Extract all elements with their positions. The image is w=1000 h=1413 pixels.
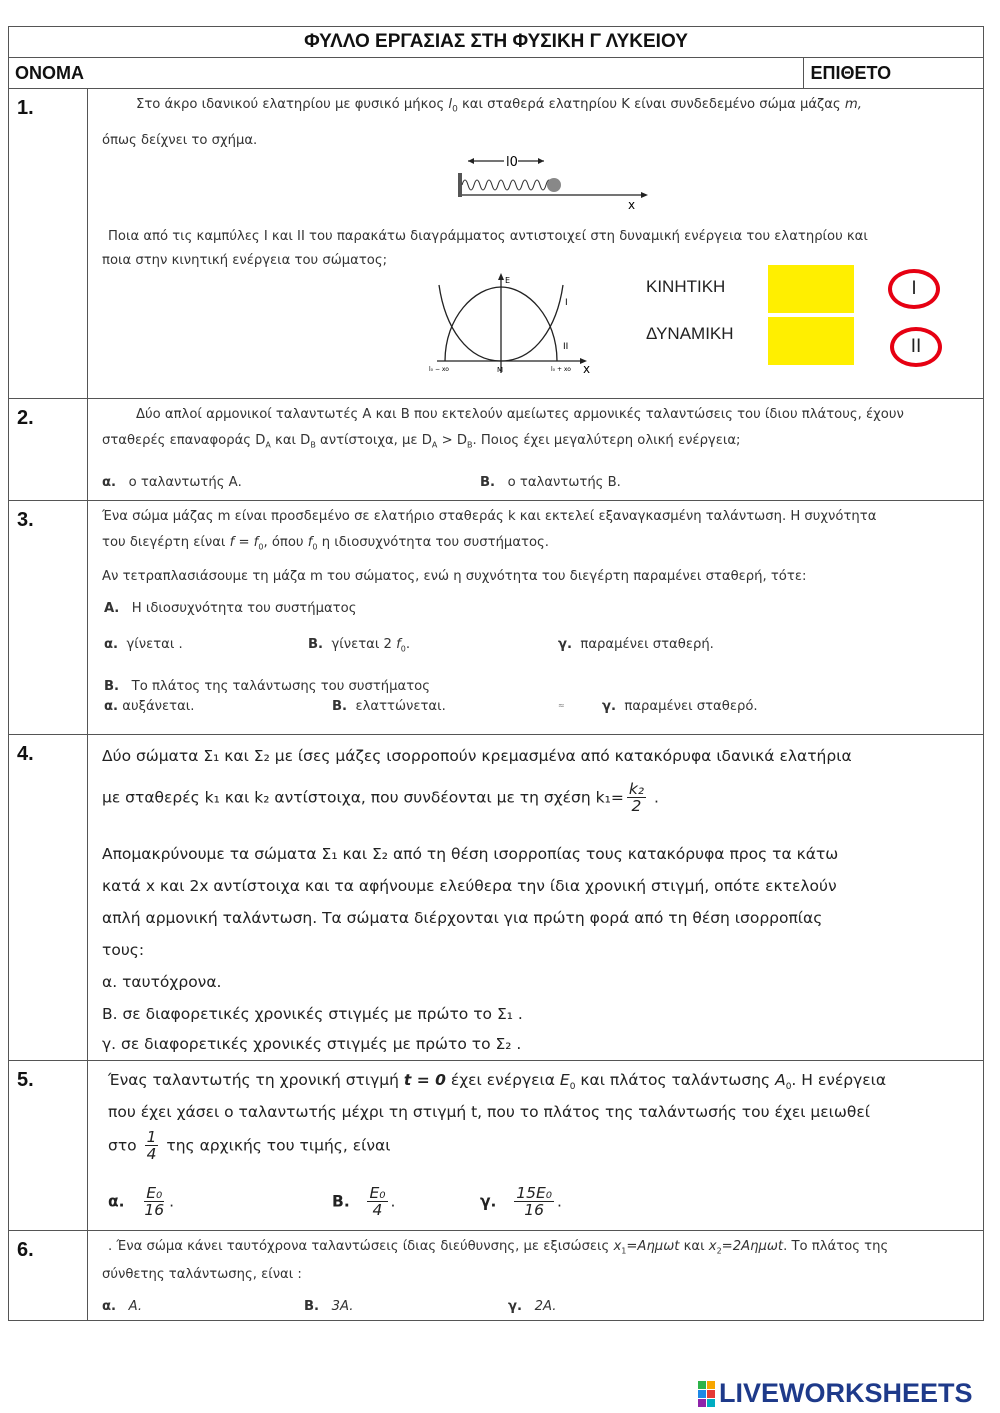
question-6 (88, 1231, 984, 1321)
q3-partB-letter: Β. (104, 679, 120, 694)
q4-frac-den: 2 (631, 797, 642, 816)
q5-frac-num: 1 (146, 1128, 157, 1146)
q6-opt-a[interactable]: A. (128, 1299, 143, 1314)
question-4-number: 4. (9, 735, 88, 1061)
q2-opt-a[interactable]: ο ταλαντωτής Α. (128, 475, 242, 490)
q5-opt-a-letter: α. (108, 1192, 125, 1211)
q5-A0: A (775, 1071, 786, 1089)
q5-opt-b-dot: . (390, 1192, 396, 1211)
q3-sub0: 0 (258, 542, 264, 552)
liveworksheets-brand: LIVEWORKSHEETS (719, 1378, 973, 1408)
q1-m: m, (844, 97, 862, 112)
q6-x2: x (708, 1239, 717, 1254)
worksheet-title: ΦΥΛΛΟ ΕΡΓΑΣΙΑΣ ΣΤΗ ΦΥΣΙΚΗ Γ ΛΥΚΕΙΟΥ (9, 27, 984, 58)
q5-line1d: . Η ενέργεια (791, 1071, 887, 1089)
q6-sub2: 2 (716, 1246, 722, 1256)
q5-line3a: στο (108, 1136, 137, 1155)
q6-opt-c[interactable]: 2A. (534, 1299, 557, 1314)
q3-f-eq: f = f (229, 535, 259, 550)
kinetic-label: ΚΙΝΗΤΙΚΗ (646, 277, 726, 296)
spring-axis-label: x (628, 198, 636, 212)
q2-line2c: αντίστοιχα, με D (320, 433, 432, 448)
q2-sub-a: A (265, 440, 271, 450)
graph-mid-tick: M (497, 366, 504, 374)
q3-partB: Το πλάτος της ταλάντωσης του συστήματος (131, 679, 430, 694)
spring-figure (458, 153, 658, 213)
q3-sub0b: 0 (312, 542, 318, 552)
q3-partA: Η ιδιοσυχνότητα του συστήματος (131, 601, 357, 616)
q5-t0: t = 0 (403, 1071, 446, 1089)
q4-line1: Δύο σώματα Σ₁ και Σ₂ με ίσες μάζες ισορροπούν κρεμασμένα από κατακόρυφα ιδανικά ελατήρια (102, 747, 852, 765)
q4-line5: απλή αρμονική ταλάντωση. Τα σώματα διέρχονται για πρώτη φορά από τη θέση ισορροπίας (102, 909, 823, 927)
question-5 (88, 1061, 984, 1231)
q3-a2[interactable]: γίνεται 2 (331, 637, 392, 652)
name-field[interactable] (9, 58, 804, 89)
q3-line3: Αν τετραπλασιάσουμε τη μάζα m του σώματος, ενώ η συχνότητα του διεγέρτη παραμένει σταθερή, τότε: (102, 569, 807, 584)
curve-I-label: I (565, 298, 568, 308)
q6-eq2: =2Αημωt (721, 1239, 784, 1254)
q4-line6: τους: (102, 941, 145, 959)
q2-sub-a2: A (431, 440, 438, 450)
potential-answer-circle: II (890, 327, 942, 367)
q5-opt-b-den: 4 (372, 1201, 383, 1220)
q6-and: και (683, 1239, 705, 1254)
q6-line2: σύνθετης ταλάντωσης, είναι : (102, 1267, 302, 1282)
question-2 (88, 399, 984, 501)
q5-opt-b[interactable] (367, 1185, 387, 1219)
potential-label: ΔΥΝΑΜΙΚΗ (646, 324, 734, 343)
q2-opt-b[interactable]: ο ταλαντωτής Β. (507, 475, 621, 490)
q6-x1: x (613, 1239, 622, 1254)
graph-right-tick: l₀ + xo (551, 366, 571, 373)
worksheet-table (8, 26, 984, 1321)
q5-opt-c-den: 16 (524, 1201, 544, 1220)
q2-line2e: . Ποιος έχει μεγαλύτερη ολική ενέργεια; (472, 433, 741, 448)
q1-l0-sub: 0 (452, 104, 458, 115)
q6-line1a: . Ένα σώμα κάνει ταυτόχρονα ταλαντώσεις ίδιας διεύθυνσης, με εξισώσεις (108, 1239, 610, 1254)
q6-line1b: . Το πλάτος της (783, 1239, 889, 1254)
question-3-number: 3. (9, 501, 88, 735)
question-2-number: 2. (9, 399, 88, 501)
question-5-number: 5. (9, 1061, 88, 1231)
q3-a1[interactable]: γίνεται . (126, 637, 183, 652)
q6-eq1: =Αημωt (626, 1239, 680, 1254)
q5-opt-c-num: 15E₀ (516, 1184, 552, 1202)
liveworksheets-logo-icon (698, 1381, 715, 1407)
q2-line2b: και D (275, 433, 311, 448)
q2-line2a: σταθερές επαναφοράς D (102, 433, 266, 448)
q4-opt-c[interactable]: γ. σε διαφορετικές χρονικές στιγμές με πρώτο το Σ₂ . (102, 1035, 522, 1053)
q2-opt-a-letter: α. (102, 475, 117, 490)
question-4 (88, 735, 984, 1061)
q5-line1b: έχει ενέργεια (450, 1071, 555, 1089)
q3-partA-letter: Α. (104, 601, 120, 616)
q5-fraction (145, 1129, 159, 1163)
curve-II-label: II (563, 342, 569, 352)
q3-b3-letter: γ. (602, 699, 616, 714)
liveworksheets-logo (698, 1378, 973, 1409)
surname-label: ΕΠΙΘΕΤΟ (810, 63, 892, 83)
q6-opt-b-letter: Β. (304, 1299, 320, 1314)
energy-graph (423, 271, 598, 381)
q5-opt-c-dot: . (556, 1192, 562, 1211)
q5-line2: που έχει χάσει ο ταλαντωτής μέχρι τη στιγμή t, που το πλάτος της ταλάντωσής του έχει μειωθεί (108, 1103, 870, 1121)
q1-question1: Ποια από τις καμπύλες Ι και ΙΙ του παρακάτω διαγράμματος αντιστοιχεί στη δυναμική ενέργεια του ελατηρίου και (108, 229, 868, 244)
q5-opt-b-num: E₀ (369, 1184, 386, 1202)
question-3 (88, 501, 984, 735)
q4-line3: Απομακρύνουμε τα σώματα Σ₁ και Σ₂ από τη θέση ισορροπίας τους κατακόρυφα προς τα κάτω (102, 845, 839, 863)
q2-opt-b-letter: Β. (480, 475, 496, 490)
question-6-number: 6. (9, 1231, 88, 1321)
q3-a2-f: f (396, 637, 401, 652)
name-label: ΟΝΟΜΑ (15, 63, 84, 83)
spring-length-label: l0 (506, 155, 518, 170)
q3-line2a: του διεγέρτη είναι (102, 535, 226, 550)
graph-left-tick: l₀ − xo (429, 366, 449, 373)
q5-opt-c-letter: γ. (480, 1192, 497, 1211)
q5-opt-a-dot: . (169, 1192, 174, 1211)
graph-x-label: x (583, 362, 591, 376)
q1-line1b: και σταθερά ελατηρίου Κ είναι συνδεδεμένο σώμα μάζας (462, 97, 841, 112)
kinetic-answer-circle: I (888, 269, 940, 309)
q6-opt-a-letter: α. (102, 1299, 117, 1314)
q1-l0: l (448, 97, 453, 112)
q4-opt-a[interactable]: α. ταυτόχρονα. (102, 973, 222, 991)
q5-frac-den: 4 (146, 1145, 157, 1164)
kinetic-answer-box[interactable] (768, 265, 854, 313)
q3-b1[interactable]: αυξάνεται. (122, 699, 195, 714)
q3-b3[interactable]: παραμένει σταθερό. (624, 699, 758, 714)
question-1-number: 1. (9, 89, 88, 399)
q4-fraction (627, 781, 646, 815)
q5-opt-a-den: 16 (144, 1201, 165, 1220)
q5-line1a: Ένας ταλαντωτής τη χρονική στιγμή (108, 1071, 399, 1089)
q4-opt-b[interactable]: Β. σε διαφορετικές χρονικές στιγμές με πρώτο το Σ₁ . (102, 1005, 523, 1023)
q5-opt-a-num: E₀ (146, 1184, 163, 1202)
q3-line2c: η ιδιοσυχνότητα του συστήματος. (321, 535, 549, 550)
q2-line1: Δύο απλοί αρμονικοί ταλαντωτές Α και Β που εκτελούν αμείωτες αρμονικές ταλαντώσεις του ίδιου πλάτους, έχουν (136, 407, 904, 422)
q5-A0-sub: 0 (785, 1082, 792, 1093)
potential-answer-box[interactable] (768, 317, 854, 365)
graph-y-label: E (505, 276, 511, 285)
q5-opt-a[interactable] (142, 1185, 166, 1219)
q1-line2: όπως δείχνει το σχήμα. (102, 133, 258, 148)
mass-ball (547, 178, 561, 192)
q5-opt-b-letter: Β. (332, 1192, 350, 1211)
surname-field[interactable] (804, 58, 984, 89)
q4-line2a: με σταθερές k₁ και k₂ αντίστοιχα, που συνδέονται με τη σχέση k₁= (102, 788, 624, 807)
q5-E0-sub: 0 (569, 1082, 576, 1093)
q3-a3-letter: γ. (558, 637, 572, 652)
q2-line2d: > D (441, 433, 467, 448)
q6-sub1: 1 (621, 1246, 627, 1256)
q5-opt-c[interactable] (514, 1185, 554, 1219)
q3-a1-letter: α. (104, 637, 119, 652)
q3-a2-letter: Β. (308, 637, 324, 652)
q5-line1c: και πλάτος ταλάντωσης (580, 1071, 771, 1089)
q2-sub-b2: B (466, 440, 473, 450)
q3-b2-letter: Β. (332, 699, 348, 714)
q5-line3b: της αρχικής του τιμής, είναι (166, 1136, 391, 1155)
q3-b-mark: ≈ (558, 701, 565, 710)
q4-line4: κατά x και 2x αντίστοιχα και τα αφήνουμε ελεύθερα την ίδια χρονική στιγμή, οπότε εκτελούν (102, 877, 837, 895)
q4-frac-num: k₂ (628, 780, 645, 798)
q3-a3[interactable]: παραμένει σταθερή. (580, 637, 714, 652)
q5-E0: E (559, 1071, 570, 1089)
q4-line2b: . (653, 788, 659, 807)
q2-sub-b: B (310, 440, 316, 450)
q3-a2-end: . (405, 637, 411, 652)
q3-line2b: , όπου (263, 535, 304, 550)
q3-b2[interactable]: ελαττώνεται. (355, 699, 446, 714)
q1-question2: ποια στην κινητική ενέργεια του σώματος; (102, 253, 388, 268)
q6-opt-c-letter: γ. (508, 1299, 522, 1314)
q3-a2-sub: 0 (400, 644, 406, 654)
q6-opt-b[interactable]: 3A. (331, 1299, 354, 1314)
q1-line1: Στο άκρο ιδανικού ελατηρίου με φυσικό μήκος (136, 97, 445, 112)
q3-b1-letter: α. (104, 699, 119, 714)
q3-f0: f (307, 535, 313, 550)
q3-line1: Ένα σώμα μάζας m είναι προσδεμένο σε ελατήριο σταθεράς k και εκτελεί εξαναγκασμένη ταλάντωση. Η συχνότητα (102, 509, 877, 524)
question-1 (88, 89, 984, 399)
